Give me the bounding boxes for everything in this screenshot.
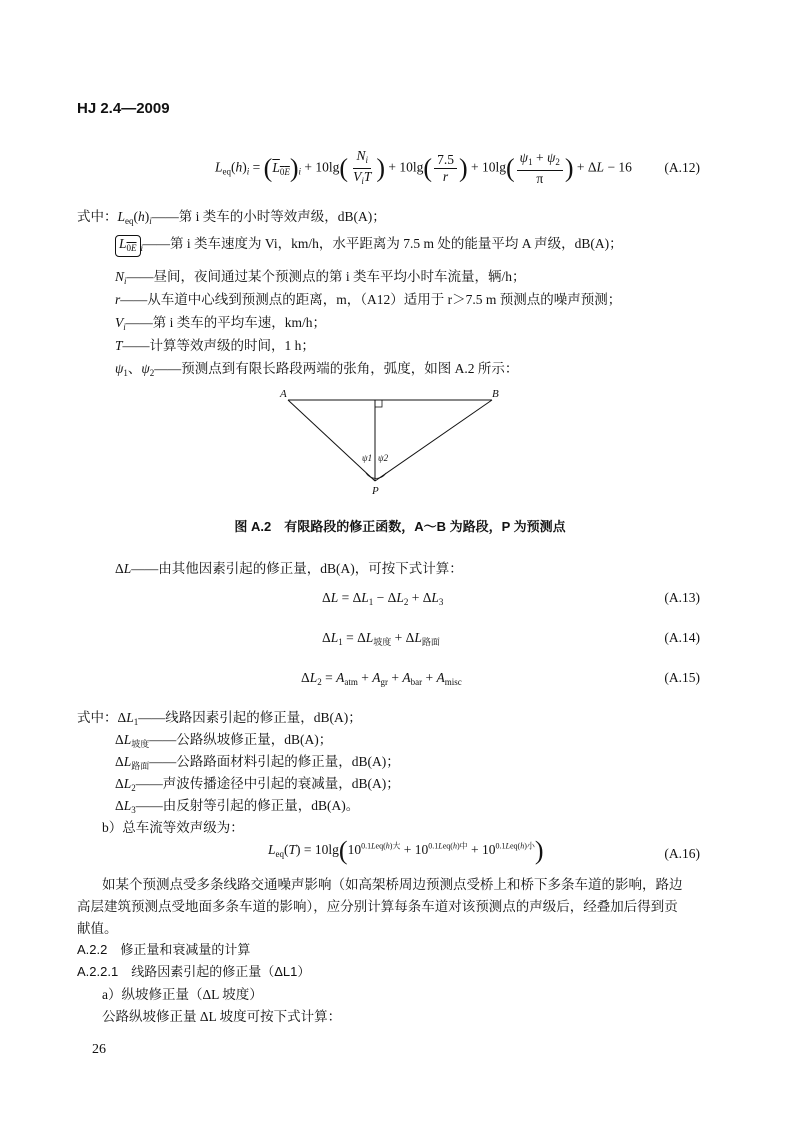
section-heading-a221: A.2.2.1 线路因素引起的修正量（ΔL1） bbox=[77, 964, 311, 979]
line-a-to-p bbox=[288, 400, 375, 481]
label-p: P bbox=[372, 485, 379, 497]
item-a: a）纵坡修正量（ΔL 坡度） bbox=[102, 987, 263, 1002]
equation-number-a16: (A.16) bbox=[664, 846, 700, 861]
document-header: HJ 2.4—2009 bbox=[77, 100, 170, 117]
item-b: b）总车流等效声级为： bbox=[102, 820, 244, 835]
figure-caption: 图 A.2 有限路段的修正函数，A～B 为路段，P 为预测点 bbox=[234, 519, 566, 534]
figure-a2-diagram bbox=[270, 385, 520, 500]
equation-a16: $L_{eq}(T) = 10\lg(10^{0.1Leq(h)大} + 10^{0.1Leq(h)中} + 10^{0.1Leq(h)小})$ bbox=[268, 836, 544, 865]
def-l0e: $L_{0E}$ $_i$——第 i 类车速度为 Vi，km/h，水平距离为 7.5 m 处的能量平均 A 声级，dB(A)； bbox=[115, 232, 623, 257]
def-t: T——计算等效声级的时间，1 h； bbox=[115, 338, 315, 353]
def-dl3: $\Delta L_3——$由反射等引起的修正量，dB(A)。 bbox=[115, 798, 360, 815]
page-number: 26 bbox=[92, 1042, 106, 1057]
equation-number-a14: (A.14) bbox=[664, 630, 700, 645]
equation-a12: $L_{eq}(h)_i = (L_{0E})_i + 10\lg$( $\frac{N_i}{V_iT}$ ) + 10lg( $\frac{7.5}{r}$ ) + 10lg( $\frac{\psi_1 + \psi_2}{\pi}$ ) + ΔL − 16 bbox=[215, 148, 632, 186]
def-slope: $\Delta L_{坡度}——$公路纵坡修正量，dB(A)； bbox=[115, 732, 333, 749]
def-dl2: $\Delta L_2——$声波传播途径中引起的衰减量，dB(A)； bbox=[115, 776, 400, 793]
label-psi2: ψ2 bbox=[378, 453, 389, 463]
equation-a15: $\Delta L_2 = A_{atm} + A_{gr} + A_{bar} + A_{misc}$ bbox=[301, 670, 462, 687]
equation-number-a15: (A.15) bbox=[664, 670, 700, 685]
line-b-to-p bbox=[375, 400, 492, 481]
section-heading-a22: A.2.2 修正量和衰减量的计算 bbox=[77, 942, 251, 957]
equation-a13: $\Delta L = \Delta L_1 - \Delta L_2 + \Delta L_3$ bbox=[322, 590, 444, 607]
def-dl1: 式中：$\Delta L_1——$线路因素引起的修正量，dB(A)； bbox=[77, 710, 362, 727]
def-ni: $N_i——$昼间，夜间通过某个预测点的第 i 类车平均小时车流量，辆/h； bbox=[115, 269, 526, 286]
paragraph-line-1: 如某个预测点受多条线路交通噪声影响（如高架桥周边预测点受桥上和桥下多条车道的影响，路边 bbox=[102, 877, 683, 892]
paragraph-line-2: 高层建筑预测点受地面多条车道的影响），应分别计算每条车道对该预测点的声级后，经叠加后得到贡 bbox=[77, 899, 678, 914]
def-r: r——从车道中心线到预测点的距离，m，（A12）适用于 r＞7.5 m 预测点的噪声预测； bbox=[115, 292, 622, 307]
def-vi: $V_i——$第 i 类车的平均车速，km/h； bbox=[115, 315, 327, 332]
label-psi1: ψ1 bbox=[362, 453, 373, 463]
right-angle-marker bbox=[375, 400, 382, 407]
paragraph-line-3: 献值。 bbox=[77, 921, 118, 936]
equation-number-a12: (A.12) bbox=[664, 160, 700, 175]
def-psi: $\psi_1$、$\psi_2——$预测点到有限长路段两端的张角，弧度，如图 A.2 所示： bbox=[115, 361, 519, 378]
label-a: A bbox=[280, 388, 287, 400]
equation-number-a13: (A.13) bbox=[664, 590, 700, 605]
def-leq: 式中：$L_{eq}(h)_i——$第 i 类车的小时等效声级，dB(A)； bbox=[77, 209, 386, 226]
def-surface: $\Delta L_{路面}——$公路路面材料引起的修正量，dB(A)； bbox=[115, 754, 400, 771]
equation-a14: $\Delta L_1 = \Delta L_{坡度} + \Delta L_{路面}$ bbox=[322, 630, 440, 647]
def-dl: ΔL——由其他因素引起的修正量，dB(A)，可按下式计算： bbox=[115, 561, 463, 576]
label-b: B bbox=[492, 388, 499, 400]
paragraph-slope: 公路纵坡修正量 ΔL 坡度可按下式计算： bbox=[102, 1009, 342, 1024]
